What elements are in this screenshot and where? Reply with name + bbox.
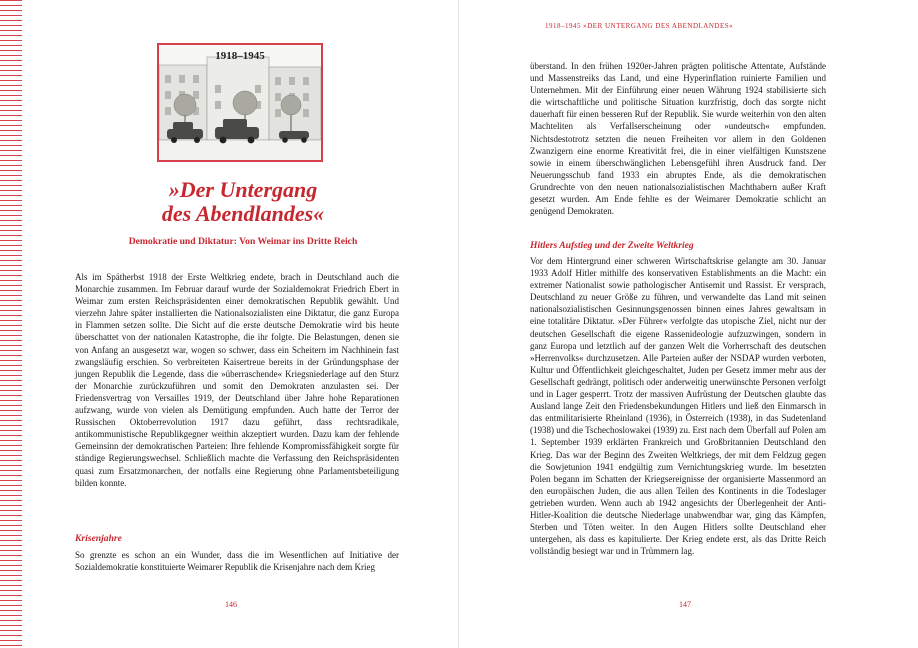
chapter-illustration xyxy=(157,43,323,162)
section-heading-krisenjahre: Krisenjahre xyxy=(75,533,122,544)
chapter-subtitle: Demokratie und Diktatur: Von Weimar ins Dritte Reich xyxy=(128,236,358,247)
left-body-paragraph-1: Als im Spätherbst 1918 der Erste Weltkrieg endete, brach in Deutschland auch die Monarchie zusammen. Im Februar darauf wurde der Sozialdemokrat Friedrich Ebert in Weimar zum ersten Reichspräsidenten einer demokratischen Republik gewählt. Und vierzehn Jahre später installierten die Nationalsozialisten eine Diktatur, die ganz Europa in Flammen setzen sollte. Die Sicht auf die erste deutsche Demokratie wird bis heute überschattet von der nationalen Katastrophe, die ihr folgte. Die Belastungen, denen sie von Anfang an ausgesetzt war, wogen so schwer, dass ein Scheitern im Nachhinein fast zwangsläufig erschien. So verbreiteten Kaisertreue bereits in der Gründungsphase der jungen Republik die Legende, dass die »überraschende« Kriegsniederlage auf den Sturz der Monarchie zurückzuführen und somit den Demokraten anzulasten sei. Der Friedensvertrag von Versailles 1919, der Deutschland über Jahre hohe Reparationen aufzwang, wurde von vielen als Demütigung empfunden. Auch hatte der Terror der Russischen Oktoberrevolution 1917 dazu geführt, dass rechtsradikale, antikommunistische Republikgegner weithin akzeptiert wurden. Dazu kam der fehlende Gemeinsinn der demokratischen Parteien: Ihre fehlende Kompromissfähigkeit sorgte für ständige Regierungswechsel. Schließlich machte die Verfassung den Reichspräsidenten quasi zum Ersatzmonarchen, der notfalls eine Regierung ohne Parlamentsbeteiligung bilden konnte. xyxy=(75,272,399,488)
left-body-paragraph-2: So grenzte es schon an ein Wunder, dass die im Wesentlichen auf Initiative der Sozialdemokratie konstituierte Weimarer Republik die Krisenjahre nach dem Krieg xyxy=(75,550,399,573)
chapter-title xyxy=(60,178,426,226)
illustration-era-label: 1918–1945 xyxy=(215,50,265,62)
section-heading-hitlers-aufstieg: Hitlers Aufstieg und der Zweite Weltkrieg xyxy=(530,240,694,251)
left-page xyxy=(0,0,458,648)
street-scene-drawing xyxy=(159,45,321,160)
page-number-right: 147 xyxy=(679,600,691,609)
right-body-paragraph-2: Vor dem Hintergrund einer schweren Wirtschaftskrise gelangte am 30. Januar 1933 Adolf Hitler mithilfe des konservativen Establishments an die Macht: ein extremer Nationalist sowie pathologischer Antisemit und Rassist. Er versprach, Deutschland zu neuer Größe zu führen, und verwandelte das Land mit seinen nationalsozialistischen Gesinnungsgenossen binnen eines Jahres gewaltsam in eine totalitäre Diktatur. »Der Führer« verfolgte das utopische Ziel, nicht nur der deutschen Gesellschaft die eigene Rassenideologie aufzuzwingen, sondern in ganz Europa und letztlich auf der ganzen Welt die Vorherrschaft des deutschen »Herrenvolks« durchzusetzen. Alle Parteien außer der NSDAP wurden verboten, Kultur und Öffentlichkeit gleichgeschaltet, Juden per Gesetz immer mehr aus der Gesellschaft gedrängt, politisch oder anderweitig unerwünschte Personen verfolgt und in Lager gesperrt. Trotz der massiven Aufrüstung der Deutschen glaubte das Ausland lange Zeit den Friedensbekundungen Hitlers und ließ den Einmarsch in das entmilitarisierte Rheinland (1936), in Österreich (1938), in das Sudetenland (1938) und die Tschechoslowakei (1939) zu. Erst nach dem Überfall auf Polen am 1. September 1939 erklärten Frankreich und Großbritannien Deutschland den Krieg. Das war der Beginn des Zweiten Weltkriegs, der mit dem Feldzug gegen die Sowjetunion 1941 endgültig zum Vernichtungskrieg wurde. Im besetzten Polen begann im Schatten der Kriegsereignisse der organisierte Massenmord an den europäischen Juden, die aus allen Teilen des Kontinents in die Todeslager getrieben wurden. Wenn auch ab 1942 angesichts der Überlegenheit der Anti-Hitler-Koalition die deutsche Niederlage unabwendbar war, ging das Kämpfen, Sterben und Töten weiter. In den Augen Hitlers sollte Deutschland eher untergehen, als dass es kapitulierte. Der Krieg endete erst, als das Dritte Reich vollständig besiegt war und in Trümmern lag. xyxy=(530,256,826,557)
page-number-left: 146 xyxy=(225,600,237,609)
right-body-paragraph-1: überstand. In den frühen 1920er-Jahren prägten politische Attentate, Aufstände und Massenstreiks das Land, und eine Hyperinflation ruinierte Familien und Unternehmen. Mit der Einführung einer neuen Währung 1924 stabilisierte sich die wirtschaftliche und politische Situation kurzfristig, doch das sorgte nicht dauerhaft für einen besseren Ruf der Republik. Sie wurde weiterhin von den alten Machteliten als Verfallserscheinung oder »undeutsch« empfunden. Nichtsdestotrotz setzten die neuen Freiheiten vor allem in den Goldenen Zwanzigern eine enorme Kreativität frei, die in einer vielfältigen Kunstszene sowie in einem überschwänglichen Lebensgefühl ihren Ausdruck fand. Der Neuerungsschub fand 1933 ein abruptes Ende, als die demokratischen Grundrechte von den neuen nationalsozialistischen Machthabern außer Kraft gesetzt wurden. Am Ende fehlte es der Weimarer Demokratie schlicht an genügend Demokraten. xyxy=(530,61,826,217)
running-head: 1918–1945 »DER UNTERGANG DES ABENDLANDES« xyxy=(545,22,734,30)
chapter-title-line-1: »Der Untergang xyxy=(168,177,318,202)
chapter-title-line-2: des Abendlandes« xyxy=(161,201,325,226)
